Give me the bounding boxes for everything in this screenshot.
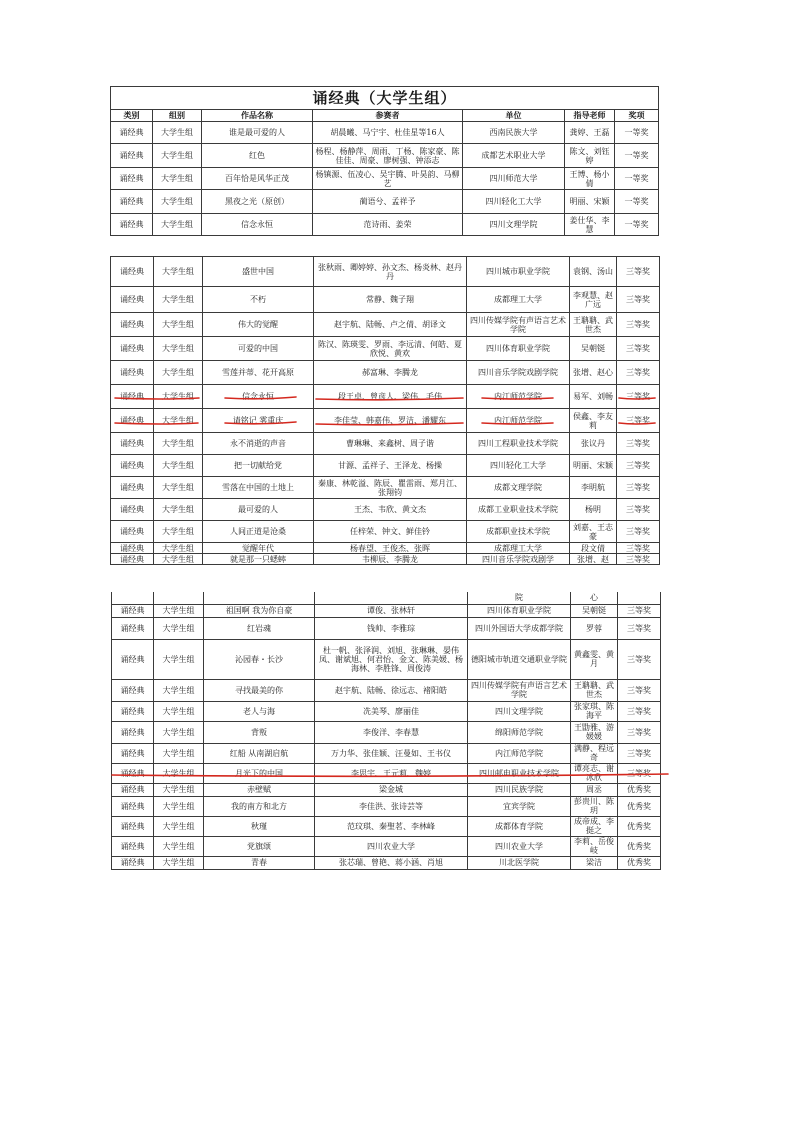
group-cell: 大学生组 <box>154 337 203 361</box>
instructor-cell: 侯鑫、李友莉 <box>570 409 617 433</box>
award-cell: 三等奖 <box>617 499 660 521</box>
table-row <box>111 287 660 313</box>
award-cell: 三等奖 <box>618 701 661 721</box>
unit-header: 单位 <box>463 110 565 122</box>
unit-cell: 绵阳师范学院 <box>468 721 571 743</box>
award-cell: 三等奖 <box>618 721 661 743</box>
work-title-cell: 红色 <box>202 144 313 168</box>
group-cell: 大学生组 <box>154 639 204 679</box>
category-cell: 诵经典 <box>111 287 154 313</box>
group-cell: 大学生组 <box>154 796 204 816</box>
unit-cell: 四川体育职业学院 <box>467 337 570 361</box>
group-cell: 大学生组 <box>154 543 203 554</box>
group-cell: 大学生组 <box>154 433 203 455</box>
unit-cell: 四川轻化工大学 <box>463 190 565 214</box>
participants-cell: 范诗雨、姜荣 <box>313 214 463 236</box>
table-row <box>111 214 659 236</box>
participants-cell: 甘源、孟祥子、王泽龙、杨操 <box>314 455 467 477</box>
table-row <box>112 604 661 617</box>
participants-cell: 杨程、杨静萍、周雨、丁杨、陈家豪、陈佳佳、周豪、廖树强、钟添志 <box>313 144 463 168</box>
category-header: 类别 <box>111 110 153 122</box>
award-cell: 一等奖 <box>615 214 659 236</box>
unit-cell: 四川轻化工大学 <box>467 455 570 477</box>
table-row <box>112 743 661 763</box>
participants-header: 参赛者 <box>313 110 463 122</box>
instructor-cell: 刘嘉、王志豪 <box>570 521 617 543</box>
work-title-cell: 黑夜之光（原创） <box>202 190 313 214</box>
unit-cell: 成都理工大学 <box>467 287 570 313</box>
unit-cell: 宜宾学院 <box>468 796 571 816</box>
table-row <box>111 361 660 385</box>
category-cell: 诵经典 <box>111 144 153 168</box>
participants-cell: 韦柳辰、李腾龙 <box>314 554 467 565</box>
table-row <box>111 337 660 361</box>
group-cell: 大学生组 <box>154 554 203 565</box>
participants-cell: 范玟琪、秦聖茗、李林峰 <box>315 816 468 836</box>
work-title-cell: 背叛 <box>204 721 315 743</box>
group-cell: 大学生组 <box>154 856 204 869</box>
group-cell: 大学生组 <box>154 313 203 337</box>
work-title-header: 作品名称 <box>202 110 313 122</box>
work-title-cell: 信念永恒 <box>203 385 314 409</box>
instructor-cell: 张家琪、陈海平 <box>571 701 618 721</box>
table-row <box>111 168 659 190</box>
award-cell: 优秀奖 <box>618 796 661 816</box>
table-row <box>111 144 659 168</box>
award-cell: 优秀奖 <box>618 783 661 796</box>
unit-cell: 成都文理学院 <box>467 477 570 499</box>
work-title-cell: 党旗颂 <box>204 836 315 856</box>
group-cell: 大学生组 <box>154 604 204 617</box>
group-cell: 大学生组 <box>153 144 202 168</box>
group-cell: 大学生组 <box>154 679 204 701</box>
category-cell: 诵经典 <box>111 477 154 499</box>
unit-cell: 西南民族大学 <box>463 122 565 144</box>
group-cell: 大学生组 <box>154 361 203 385</box>
category-cell: 诵经典 <box>112 763 154 783</box>
participants-cell: 万力华、张佳颖、汪曼如、王书仪 <box>315 743 468 763</box>
unit-cell: 四川邮电职业技术学院 <box>468 763 571 783</box>
category-cell: 诵经典 <box>111 521 154 543</box>
unit-cell: 四川城市职业学院 <box>467 257 570 287</box>
unit-cell: 成都职业技术学院 <box>467 521 570 543</box>
participants-cell: 段王卓、曾彦人、梁伟、毛伟 <box>314 385 467 409</box>
group-header: 组别 <box>153 110 202 122</box>
category-cell: 诵经典 <box>112 816 154 836</box>
table-row <box>112 701 661 721</box>
unit-cell: 四川体育职业学院 <box>468 604 571 617</box>
award-cell: 三等奖 <box>618 604 661 617</box>
group-cell: 大学生组 <box>153 214 202 236</box>
participants-cell: 冼美琴、廖丽佳 <box>315 701 468 721</box>
instructor-cell: 黄鑫雯、黄月 <box>571 639 618 679</box>
unit-cell: 四川音乐学院戏剧学 <box>467 554 570 565</box>
award-cell: 优秀奖 <box>618 856 661 869</box>
unit-cell: 内江师范学院 <box>467 409 570 433</box>
work-title-cell: 人间正道是沧桑 <box>203 521 314 543</box>
work-title-cell: 寻找最美的你 <box>204 679 315 701</box>
table-row <box>111 190 659 214</box>
category-cell: 诵经典 <box>112 721 154 743</box>
work-title-cell: 雪莲并蒂、花开高原 <box>203 361 314 385</box>
instructor-cell: 明丽、宋颖 <box>570 455 617 477</box>
unit-cell: 成都艺术职业大学 <box>463 144 565 168</box>
unit-cell: 成都理工大学 <box>467 543 570 554</box>
award-cell: 三等奖 <box>617 409 660 433</box>
category-cell: 诵经典 <box>111 313 154 337</box>
overflow-teacher: 心 <box>571 592 618 604</box>
award-cell: 三等奖 <box>618 617 661 639</box>
participants-cell: 赵宇航、陆畅、徐远志、褚阳皓 <box>315 679 468 701</box>
participants-cell: 李佳洪、张诗芸等 <box>315 796 468 816</box>
group-cell: 大学生组 <box>154 783 204 796</box>
group-cell: 大学生组 <box>154 743 204 763</box>
award-cell: 三等奖 <box>618 763 661 783</box>
category-cell: 诵经典 <box>111 455 154 477</box>
group-cell: 大学生组 <box>153 122 202 144</box>
unit-cell: 四川文理学院 <box>463 214 565 236</box>
instructor-cell: 彭贵川、陈玥 <box>571 796 618 816</box>
award-cell: 三等奖 <box>617 287 660 313</box>
group-cell: 大学生组 <box>154 477 203 499</box>
participants-cell: 谭俊、张林轩 <box>315 604 468 617</box>
instructor-cell: 王聃聃、武世杰 <box>571 679 618 701</box>
award-cell: 一等奖 <box>615 122 659 144</box>
instructor-cell: 袁钢、汤山 <box>570 257 617 287</box>
instructor-cell: 易军、刘畅 <box>570 385 617 409</box>
work-title-cell: 伟大的觉醒 <box>203 313 314 337</box>
work-title-cell: 觉醒年代 <box>203 543 314 554</box>
table-row <box>112 679 661 701</box>
work-title-cell: 最可爱的人 <box>203 499 314 521</box>
group-cell: 大学生组 <box>153 190 202 214</box>
work-title-cell: 就是那一只蟋蟀 <box>203 554 314 565</box>
unit-cell: 成都工业职业技术学院 <box>467 499 570 521</box>
instructor-cell: 王勖雅、游媛媛 <box>571 721 618 743</box>
participants-cell: 蔺语兮、孟祥予 <box>313 190 463 214</box>
table-third-prize-a <box>110 256 660 565</box>
instructor-cell: 李观慧、赵广远 <box>570 287 617 313</box>
work-title-cell: 可爱的中国 <box>203 337 314 361</box>
participants-cell: 常静、魏子翔 <box>314 287 467 313</box>
participants-cell: 李俊洋、李春慧 <box>315 721 468 743</box>
work-title-cell: 红船 从南湖启航 <box>204 743 315 763</box>
participants-cell: 郝富琳、李腾龙 <box>314 361 467 385</box>
participants-cell: 任梓荣、钟文、鲜佳钤 <box>314 521 467 543</box>
instructor-cell: 梁洁 <box>571 856 618 869</box>
participants-cell: 张秋雨、卿婷婷、孙文杰、杨炎林、赵丹丹 <box>314 257 467 287</box>
participants-cell: 梁金城 <box>315 783 468 796</box>
unit-cell: 成都体育学院 <box>468 816 571 836</box>
participants-cell: 四川农业大学 <box>315 836 468 856</box>
unit-cell: 四川工程职业技术学院 <box>467 433 570 455</box>
work-title-cell: 祖国啊 我为你自豪 <box>204 604 315 617</box>
instructor-cell: 周丞 <box>571 783 618 796</box>
award-cell: 三等奖 <box>617 477 660 499</box>
unit-cell: 四川传媒学院有声语言艺术学院 <box>467 313 570 337</box>
table-row <box>111 385 660 409</box>
group-cell: 大学生组 <box>154 721 204 743</box>
instructor-cell: 谭亮志、谢冰欣 <box>571 763 618 783</box>
table-row <box>112 617 661 639</box>
participants-cell: 曹琳琳、来鑫树、周子谐 <box>314 433 467 455</box>
category-cell: 诵经典 <box>111 554 154 565</box>
award-cell: 三等奖 <box>617 543 660 554</box>
participants-cell: 秦康、林乾溢、陈辰、瞿雷雨、郑月江、张翔钧 <box>314 477 467 499</box>
unit-cell: 四川民族学院 <box>468 783 571 796</box>
instructor-cell: 成帝成、李挺之 <box>571 816 618 836</box>
award-cell: 三等奖 <box>618 639 661 679</box>
instructor-cell: 满静、程远奇 <box>571 743 618 763</box>
group-cell: 大学生组 <box>154 455 203 477</box>
category-cell: 诵经典 <box>112 701 154 721</box>
category-cell: 诵经典 <box>111 361 154 385</box>
award-header: 奖项 <box>615 110 659 122</box>
participants-cell: 胡晨曦、马宁宇、杜佳星等16人 <box>313 122 463 144</box>
instructor-cell: 张增、赵 <box>570 554 617 565</box>
participants-cell: 钱帅、李雅琮 <box>315 617 468 639</box>
work-title-cell: 雪落在中国的土地上 <box>203 477 314 499</box>
category-cell: 诵经典 <box>112 783 154 796</box>
award-cell: 一等奖 <box>615 168 659 190</box>
instructor-cell: 明丽、宋颖 <box>565 190 615 214</box>
work-title-cell: 永不消逝的声音 <box>203 433 314 455</box>
category-cell: 诵经典 <box>111 168 153 190</box>
instructor-cell: 杨明 <box>570 499 617 521</box>
table-row <box>112 796 661 816</box>
category-cell: 诵经典 <box>112 836 154 856</box>
instructor-cell: 李莉、岳俊岐 <box>571 836 618 856</box>
category-cell: 诵经典 <box>112 796 154 816</box>
instructor-cell: 段文倩 <box>570 543 617 554</box>
category-cell: 诵经典 <box>112 639 154 679</box>
award-cell: 三等奖 <box>617 361 660 385</box>
participants-cell: 陈汉、陈瑛雯、罗雨、李远清、何皓、夏欣悦、黄欢 <box>314 337 467 361</box>
group-cell: 大学生组 <box>154 287 203 313</box>
group-cell: 大学生组 <box>154 701 204 721</box>
group-cell: 大学生组 <box>153 168 202 190</box>
participants-cell: 张芯瑞、曾艳、蒋小涵、肖旭 <box>315 856 468 869</box>
table-row <box>112 721 661 743</box>
award-cell: 三等奖 <box>617 313 660 337</box>
group-cell: 大学生组 <box>154 763 204 783</box>
category-cell: 诵经典 <box>112 617 154 639</box>
category-cell: 诵经典 <box>112 743 154 763</box>
category-cell: 诵经典 <box>111 337 154 361</box>
unit-cell: 川北医学院 <box>468 856 571 869</box>
header-row <box>111 110 659 122</box>
table-row <box>111 521 660 543</box>
group-cell: 大学生组 <box>154 836 204 856</box>
table-row <box>112 639 661 679</box>
award-cell: 三等奖 <box>617 455 660 477</box>
table-row <box>112 856 661 869</box>
category-cell: 诵经典 <box>111 190 153 214</box>
table-row <box>111 455 660 477</box>
award-cell: 一等奖 <box>615 190 659 214</box>
category-cell: 诵经典 <box>111 385 154 409</box>
category-cell: 诵经典 <box>112 679 154 701</box>
table-row <box>111 313 660 337</box>
category-cell: 诵经典 <box>111 122 153 144</box>
table-row <box>112 836 661 856</box>
category-cell: 诵经典 <box>112 856 154 869</box>
award-cell: 三等奖 <box>618 743 661 763</box>
award-cell: 三等奖 <box>617 385 660 409</box>
work-title-cell: 青春 <box>204 856 315 869</box>
category-cell: 诵经典 <box>111 543 154 554</box>
award-cell: 优秀奖 <box>618 836 661 856</box>
category-cell: 诵经典 <box>111 499 154 521</box>
group-cell: 大学生组 <box>154 385 203 409</box>
work-title-cell: 沁园春・长沙 <box>204 639 315 679</box>
work-title-cell: 不朽 <box>203 287 314 313</box>
instructor-cell: 张议丹 <box>570 433 617 455</box>
group-cell: 大学生组 <box>154 409 203 433</box>
work-title-cell: 盛世中国 <box>203 257 314 287</box>
participants-cell: 赵宇航、陆畅、卢之倩、胡译文 <box>314 313 467 337</box>
work-title-cell: 我的南方和北方 <box>204 796 315 816</box>
award-cell: 三等奖 <box>617 257 660 287</box>
group-cell: 大学生组 <box>154 499 203 521</box>
work-title-cell: 信念永恒 <box>202 214 313 236</box>
unit-cell: 四川外国语大学成都学院 <box>468 617 571 639</box>
unit-cell: 四川师范大学 <box>463 168 565 190</box>
unit-cell: 内江师范学院 <box>467 385 570 409</box>
category-cell: 诵经典 <box>111 257 154 287</box>
instructor-cell: 吴朝铤 <box>571 604 618 617</box>
group-cell: 大学生组 <box>154 816 204 836</box>
participants-cell: 王杰、韦欣、黄文杰 <box>314 499 467 521</box>
work-title-cell: 百年恰是风华正茂 <box>202 168 313 190</box>
instructor-cell: 李明航 <box>570 477 617 499</box>
table-row <box>111 499 660 521</box>
table-row <box>112 783 661 796</box>
category-cell: 诵经典 <box>111 214 153 236</box>
instructor-cell: 张增、赵心 <box>570 361 617 385</box>
award-cell: 三等奖 <box>617 337 660 361</box>
group-cell: 大学生组 <box>154 521 203 543</box>
award-cell: 三等奖 <box>618 679 661 701</box>
table-row <box>111 257 660 287</box>
group-cell: 大学生组 <box>154 617 204 639</box>
table-row <box>111 409 660 433</box>
instructor-cell: 姜仕华、李慧 <box>565 214 615 236</box>
instructor-cell: 陈文、刘钰婷 <box>565 144 615 168</box>
unit-cell: 内江师范学院 <box>468 743 571 763</box>
category-cell: 诵经典 <box>111 409 154 433</box>
participants-cell: 李思宇、王元莉、魏婷 <box>315 763 468 783</box>
unit-cell: 四川文理学院 <box>468 701 571 721</box>
table-row <box>111 433 660 455</box>
work-title-cell: 红岩魂 <box>204 617 315 639</box>
group-cell: 大学生组 <box>154 257 203 287</box>
work-title-cell: 赤壁赋 <box>204 783 315 796</box>
table-first-prize <box>110 86 659 236</box>
category-cell: 诵经典 <box>111 433 154 455</box>
instructor-cell: 罗蓉 <box>571 617 618 639</box>
instructor-cell: 王博、杨小倩 <box>565 168 615 190</box>
category-cell: 诵经典 <box>112 604 154 617</box>
work-title-cell: 老人与海 <box>204 701 315 721</box>
work-title-cell: 把一切献给党 <box>203 455 314 477</box>
award-cell: 三等奖 <box>617 554 660 565</box>
unit-cell: 四川农业大学 <box>468 836 571 856</box>
table-row <box>112 816 661 836</box>
unit-cell: 四川音乐学院戏剧学院 <box>467 361 570 385</box>
work-title-cell: 秋瑾 <box>204 816 315 836</box>
overflow-unit: 院 <box>468 592 571 604</box>
award-cell: 一等奖 <box>615 144 659 168</box>
table-row <box>111 554 660 565</box>
work-title-cell: 请铭记 雾重庆 <box>203 409 314 433</box>
table-title: 诵经典（大学生组） <box>111 87 659 110</box>
participants-cell: 李佳莹、韩嘉伟、罗洁、潘耀东 <box>314 409 467 433</box>
award-cell: 三等奖 <box>617 521 660 543</box>
participants-cell: 杜一帆、张泽润、刘旭、张琳琳、晏伟凤、谢斌旭、何君怡、金文、陈美媛、杨海林、李胜锋、周俊涛 <box>315 639 468 679</box>
table-row-overflow <box>112 592 661 604</box>
participants-cell: 杨镇源、伍凌心、吴宇腾、叶昊韵、马柳艺 <box>313 168 463 190</box>
table-row <box>112 763 661 783</box>
participants-cell: 杨春望、王俊杰、张晖 <box>314 543 467 554</box>
table-row <box>111 122 659 144</box>
instructor-cell: 龚婷、王磊 <box>565 122 615 144</box>
instructor-cell: 王聃聃、武世杰 <box>570 313 617 337</box>
unit-cell: 德阳城市轨道交通职业学院 <box>468 639 571 679</box>
table-row <box>111 477 660 499</box>
instructor-cell: 吴朝铤 <box>570 337 617 361</box>
unit-cell: 四川传媒学院有声语言艺术学院 <box>468 679 571 701</box>
table-third-prize-b <box>111 592 661 870</box>
table-row <box>111 543 660 554</box>
work-title-cell: 谁是最可爱的人 <box>202 122 313 144</box>
award-cell: 优秀奖 <box>618 816 661 836</box>
award-cell: 三等奖 <box>617 433 660 455</box>
instructor-header: 指导老师 <box>565 110 615 122</box>
work-title-cell: 月光下的中国 <box>204 763 315 783</box>
